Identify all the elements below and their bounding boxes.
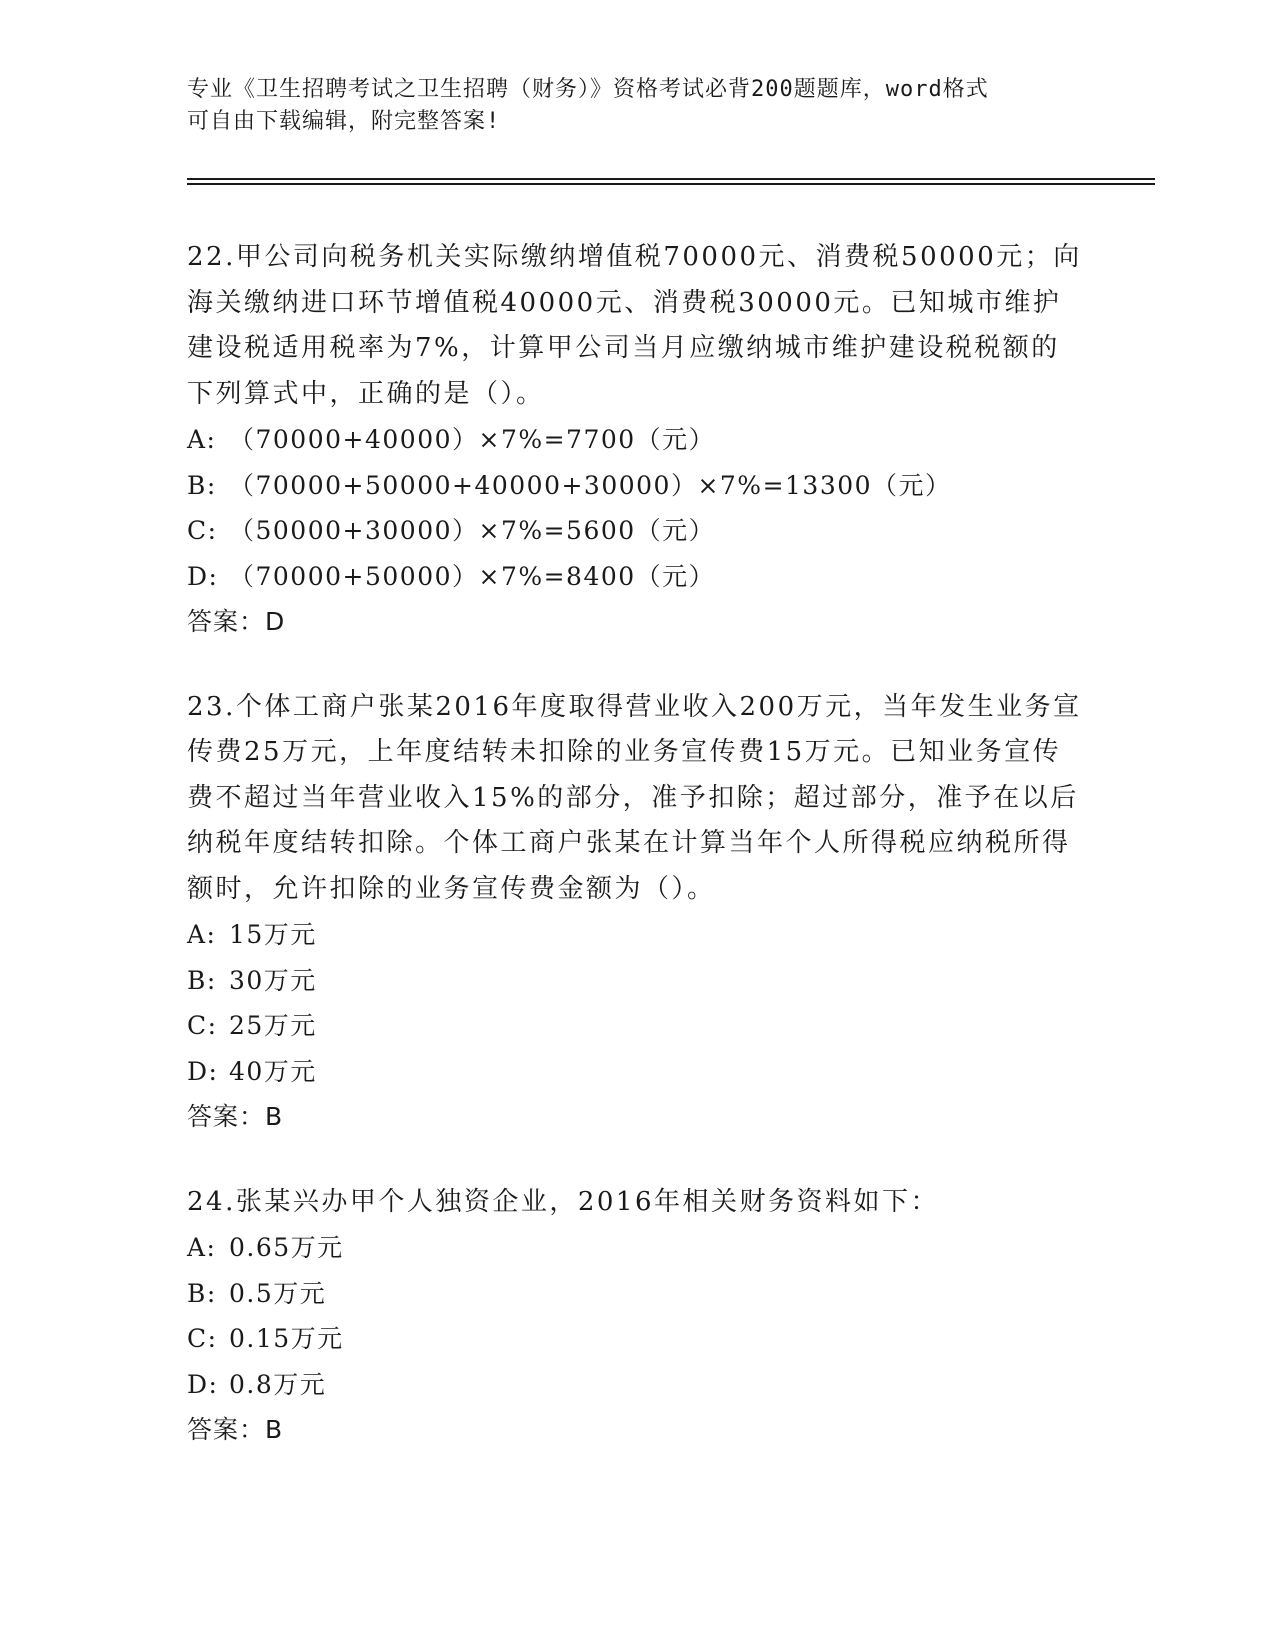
option-text: （70000+40000）×7%=7700（元） xyxy=(229,425,716,454)
option-c xyxy=(187,1316,1087,1362)
option-letter: A: xyxy=(187,425,217,454)
header-line-1: 专业《卫生招聘考试之卫生招聘（财务）》资格考试必背200题题库，word格式 xyxy=(187,77,989,102)
question-24 xyxy=(187,1180,1087,1453)
option-text: （70000+50000）×7%=8400（元） xyxy=(229,561,716,591)
question-stem: 22.甲公司向税务机关实际缴纳增值税70000元、消费税50000元；向海关缴纳进口环节增值税40000元、消费税30000元。已知城市维护建设税适用税率为7%，计算甲公司当月应缴纳城市维护建设税税额的下列算式中，正确的是（）。 xyxy=(187,242,1082,409)
option-letter: B: xyxy=(187,1278,217,1308)
option-letter: A: xyxy=(187,1233,217,1262)
option-letter: D: xyxy=(187,561,219,591)
header-divider-top xyxy=(187,178,1155,180)
header-line-2: 可自由下载编辑，附完整答案! xyxy=(187,109,501,134)
option-a xyxy=(187,1225,1087,1271)
question-stem: 23.个体工商户张某2016年度取得营业收入200万元，当年发生业务宣传费25万元，上年度结转未扣除的业务宣传费15万元。已知业务宣传费不超过当年营业收入15%的部分，准予扣除；超过部分，准予在以后纳税年度结转扣除。个体工商户张某在计算当年个人所得税应纳税所得额时，允许扣除的业务宣传费金额为（）。 xyxy=(187,691,1082,904)
option-text: 25万元 xyxy=(229,1011,317,1040)
document-header xyxy=(187,74,1087,138)
option-c xyxy=(187,1003,1087,1049)
option-letter: B: xyxy=(187,470,217,500)
question-23 xyxy=(187,685,1087,1140)
option-letter: C: xyxy=(187,1324,218,1353)
option-letter: C: xyxy=(187,516,218,545)
option-a xyxy=(187,417,1087,463)
option-a xyxy=(187,912,1087,958)
option-letter: B: xyxy=(187,965,217,995)
option-text: 15万元 xyxy=(229,920,317,949)
option-text: 0.8万元 xyxy=(229,1369,327,1399)
option-text: 0.5万元 xyxy=(229,1278,327,1308)
option-letter: C: xyxy=(187,1011,218,1040)
option-text: 40万元 xyxy=(229,1056,317,1086)
option-text: （70000+50000+40000+30000）×7%=13300（元） xyxy=(229,470,952,500)
option-b xyxy=(187,1271,1087,1317)
option-d xyxy=(187,1362,1087,1408)
header-divider-bottom xyxy=(187,183,1155,185)
option-letter: D: xyxy=(187,1056,219,1086)
question-22 xyxy=(187,235,1087,645)
option-b xyxy=(187,958,1087,1004)
option-text: 30万元 xyxy=(229,965,317,995)
option-letter: D: xyxy=(187,1369,219,1399)
option-d xyxy=(187,1049,1087,1095)
option-c xyxy=(187,508,1087,554)
option-text: 0.15万元 xyxy=(229,1324,344,1353)
option-letter: A: xyxy=(187,920,217,949)
question-list xyxy=(187,235,1087,1493)
option-d xyxy=(187,554,1087,600)
answer-line: 答案：B xyxy=(187,1102,284,1131)
option-text: 0.65万元 xyxy=(229,1233,344,1262)
question-stem: 24.张某兴办甲个人独资企业，2016年相关财务资料如下： xyxy=(187,1186,940,1217)
option-b xyxy=(187,463,1087,509)
option-text: （50000+30000）×7%=5600（元） xyxy=(229,516,716,545)
answer-line: 答案：D xyxy=(187,607,286,636)
answer-line: 答案：B xyxy=(187,1415,284,1444)
